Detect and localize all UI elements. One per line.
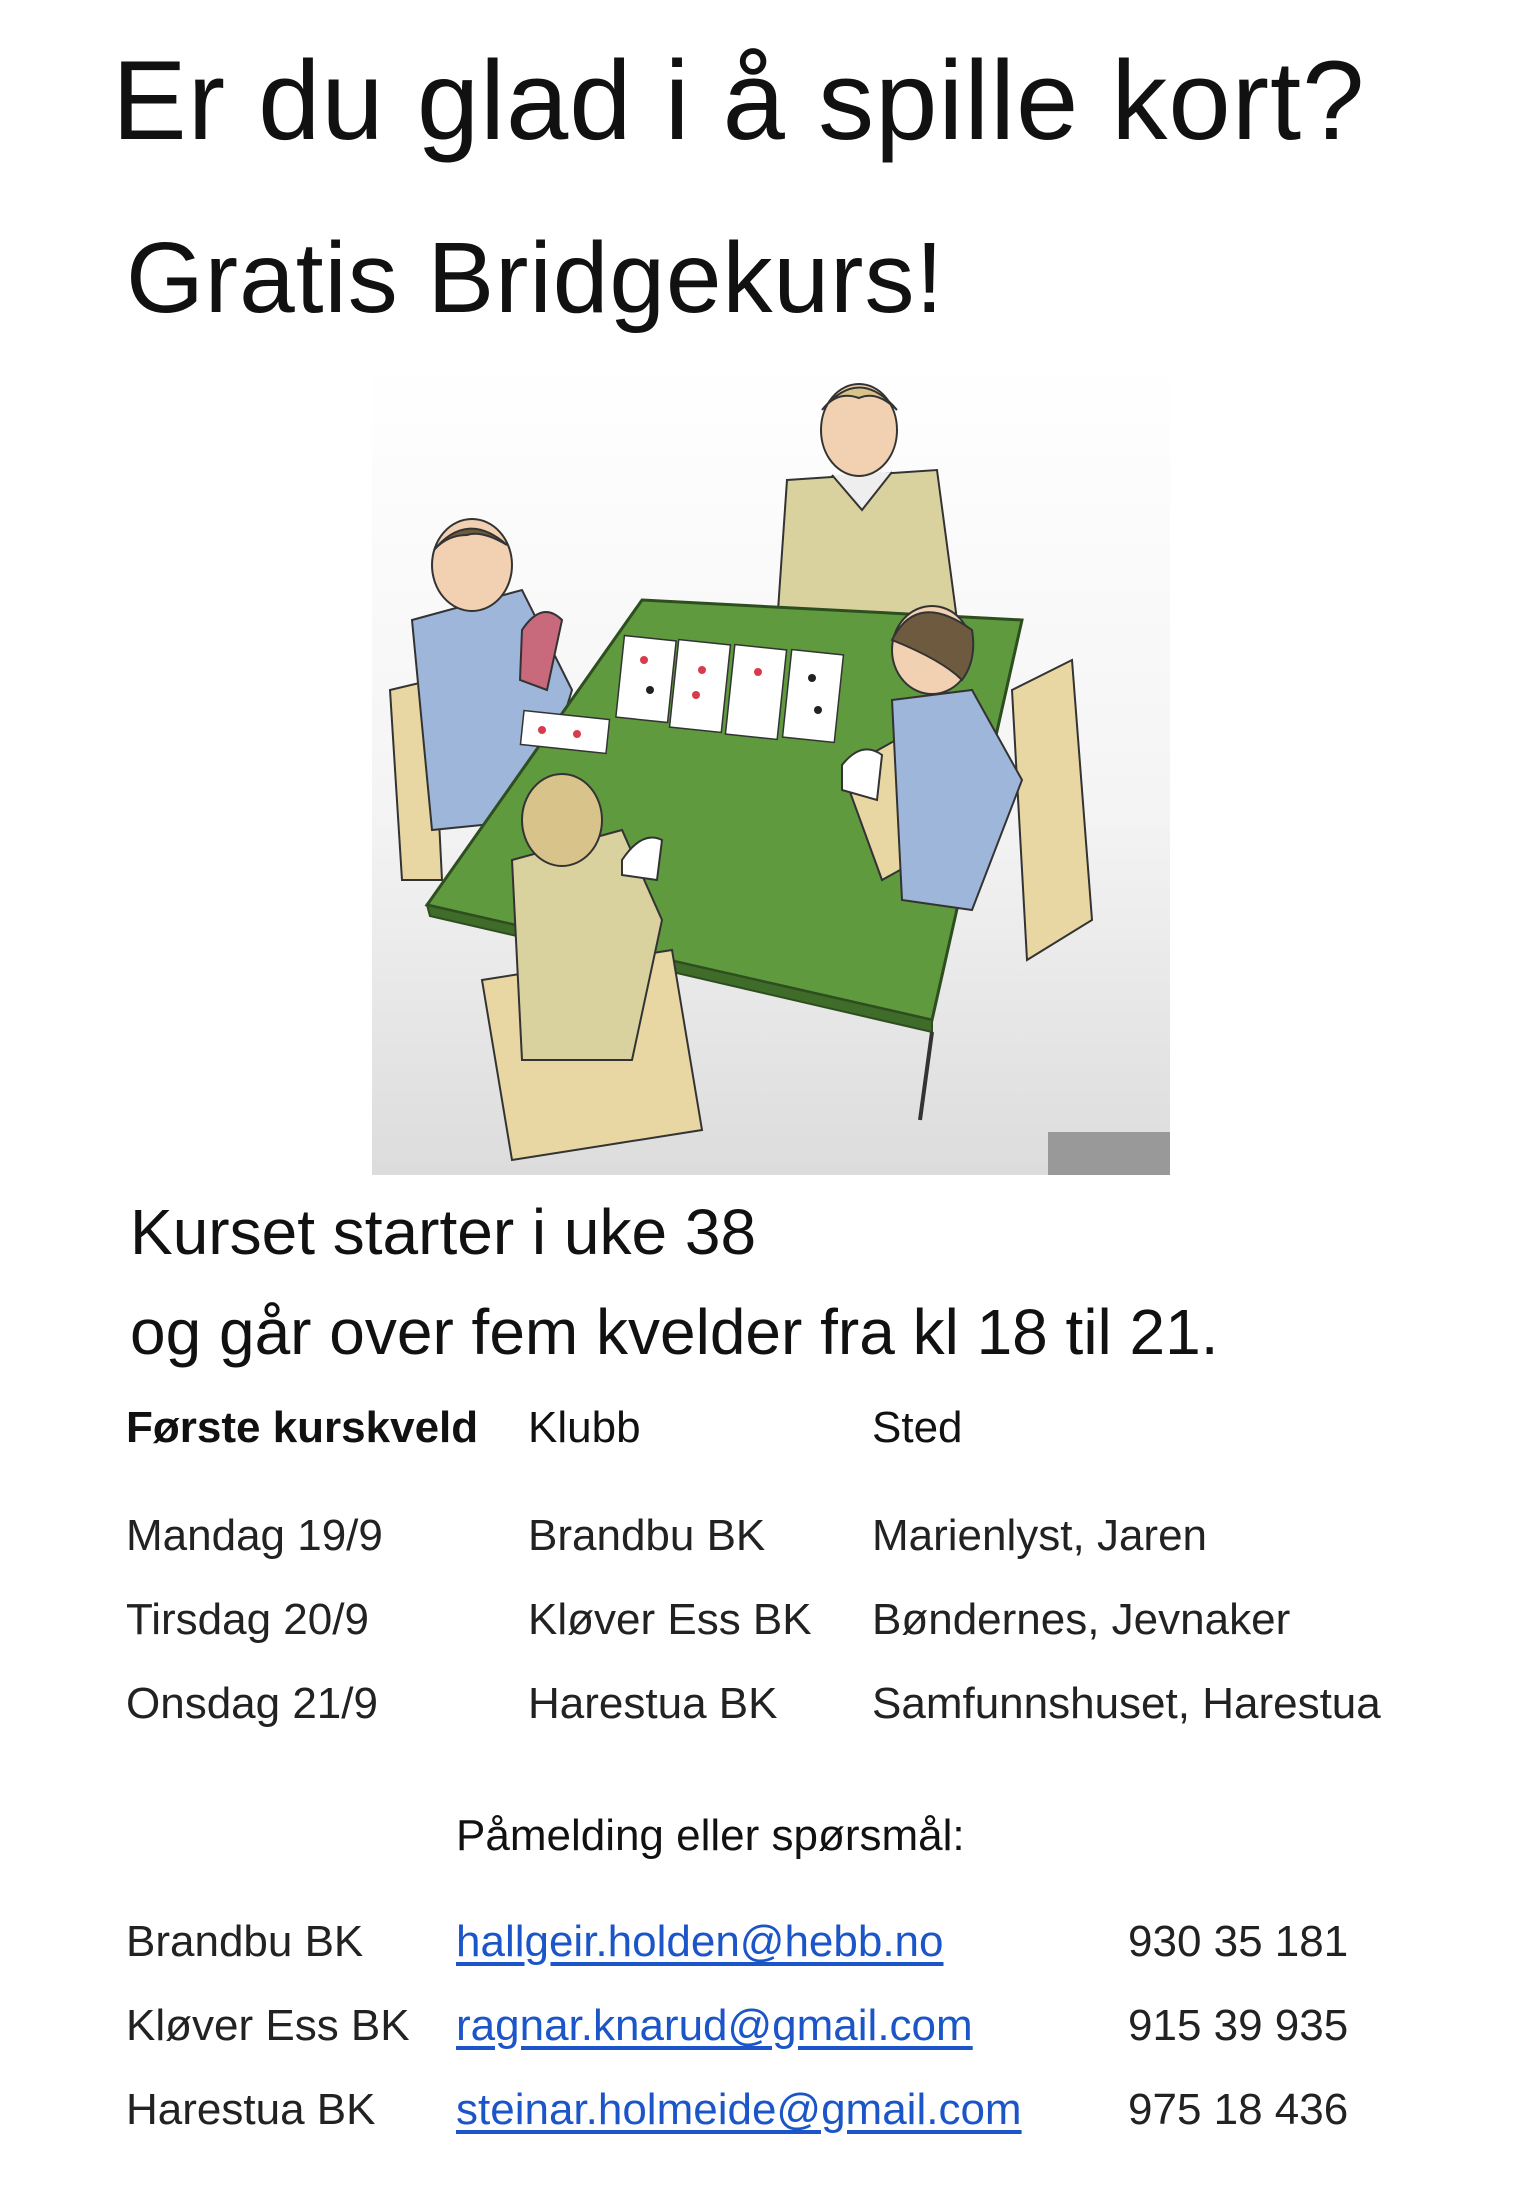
schedule-row-place: Bøndernes, Jevnaker [872, 1595, 1291, 1644]
schedule-row-place: Marienlyst, Jaren [872, 1511, 1208, 1560]
schedule-row-club: Brandbu BK [528, 1511, 766, 1560]
contact-email-link[interactable]: steinar.holmeide@gmail.com [456, 2085, 1022, 2134]
contact-email-link[interactable]: ragnar.knarud@gmail.com [456, 2001, 973, 2050]
bridge-players-illustration [372, 360, 1170, 1175]
contact-club: Harestua BK [126, 2085, 376, 2134]
contact-phone: 975 18 436 [1128, 2085, 1349, 2134]
contact-phone: 930 35 181 [1128, 1917, 1349, 1966]
schedule-row-place: Samfunnshuset, Harestua [872, 1679, 1381, 1728]
schedule-row-date: Tirsdag 20/9 [126, 1595, 369, 1644]
contact-club: Brandbu BK [126, 1917, 364, 1966]
schedule-row-club: Kløver Ess BK [528, 1595, 812, 1644]
headline: Er du glad i å spille kort? [112, 38, 1366, 163]
course-duration-line: og går over fem kvelder fra kl 18 til 21. [130, 1296, 1219, 1368]
schedule-row-date: Mandag 19/9 [126, 1511, 383, 1560]
subheadline: Gratis Bridgekurs! [126, 222, 945, 334]
schedule-header-club: Klubb [528, 1403, 641, 1452]
schedule-header-first-evening: Første kurskveld [126, 1403, 479, 1452]
schedule-row-date: Onsdag 21/9 [126, 1679, 378, 1728]
contact-phone: 915 39 935 [1128, 2001, 1349, 2050]
course-start-line: Kurset starter i uke 38 [130, 1196, 757, 1268]
contact-title: Påmelding eller spørsmål: [456, 1811, 965, 1860]
contact-club: Kløver Ess BK [126, 2001, 410, 2050]
contact-email-link[interactable]: hallgeir.holden@hebb.no [456, 1917, 944, 1966]
schedule-header-place: Sted [872, 1403, 963, 1452]
schedule-row-club: Harestua BK [528, 1679, 778, 1728]
